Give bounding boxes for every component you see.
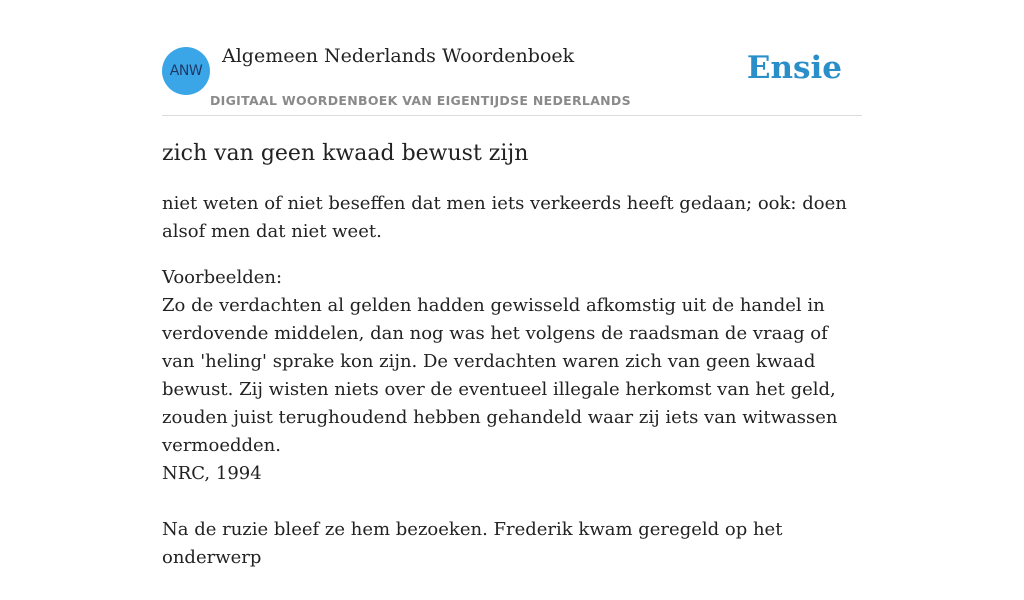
- example-item: [162, 516, 862, 572]
- example-text: Na de ruzie bleef ze hem bezoeken. Frederik kwam geregeld op het onderwerp: [162, 519, 783, 568]
- example-source: NRC, 1994: [162, 463, 262, 484]
- anw-logo[interactable]: [162, 47, 210, 95]
- entry-content: [162, 138, 862, 600]
- dictionary-subtitle: DIGITAAL WOORDENBOEK VAN EIGENTIJDSE NEDERLANDS: [210, 93, 631, 108]
- dictionary-title[interactable]: Algemeen Nederlands Woordenboek: [222, 45, 575, 67]
- examples-section: [162, 264, 862, 572]
- entry-headword: zich van geen kwaad bewust zijn: [162, 141, 529, 166]
- entry-definition: niet weten of niet beseffen dat men iets verkeerds heeft gedaan; ook: doen alsof men dat niet weet.: [162, 193, 847, 242]
- ensie-logo[interactable]: Ensie: [746, 50, 842, 86]
- example-item: [162, 292, 862, 488]
- site-header: [162, 0, 862, 116]
- example-text: Zo de verdachten al gelden hadden gewisseld afkomstig uit de handel in verdovende middelen, dan nog was het volgens de raadsman de vraag of van 'heling' sprake kon zijn. De verdachten waren zich van geen kwaad bewust. Zij wisten niets over de eventueel illegale herkomst van het geld, zouden juist terughoudend hebben gehandeld waar zij iets van witwassen vermoedden.: [162, 295, 838, 456]
- logo-text: ANW: [169, 63, 203, 79]
- examples-label: Voorbeelden:: [162, 267, 283, 288]
